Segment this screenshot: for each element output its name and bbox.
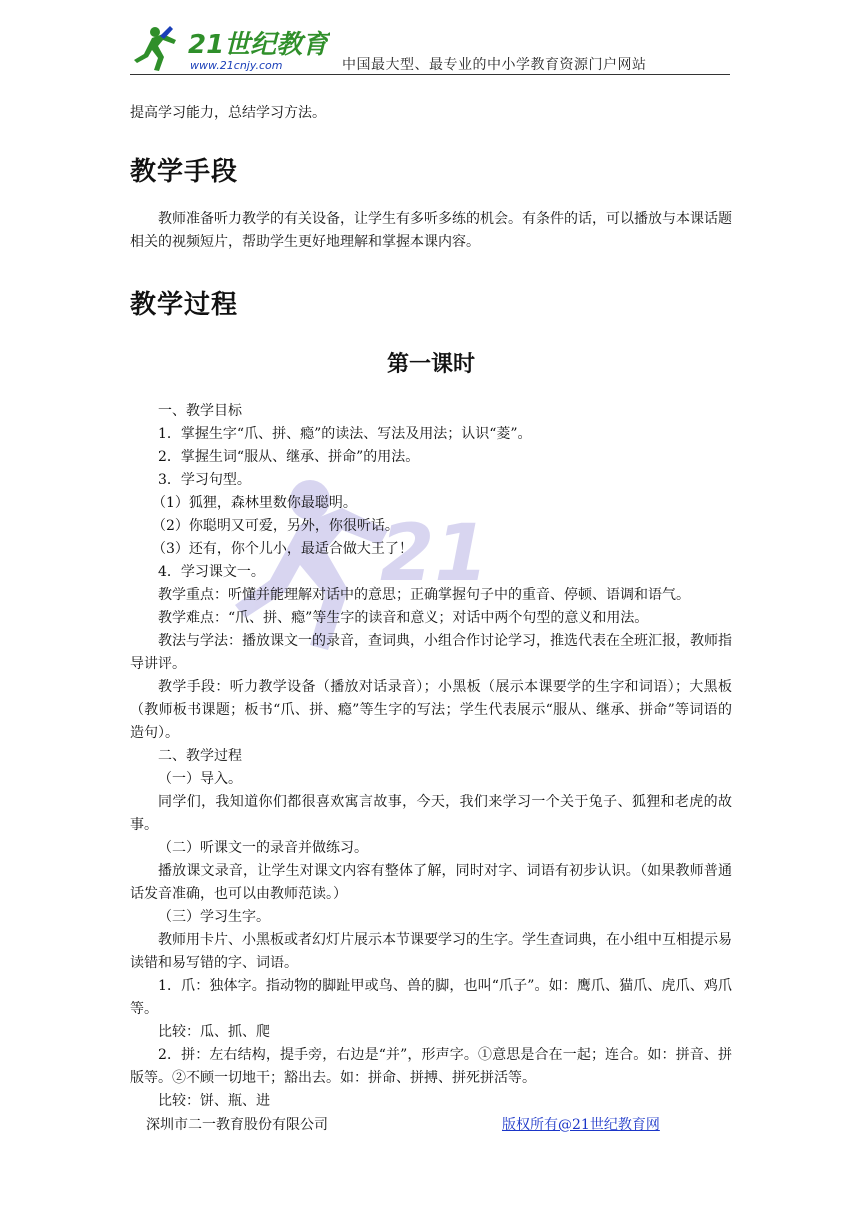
footer-company: 深圳市二一教育股份有限公司 bbox=[146, 1117, 328, 1133]
running-figure-icon bbox=[134, 26, 176, 71]
section-title-process: 教学过程 bbox=[130, 290, 239, 320]
paragraph: 教学难点：“爪、拼、瘾”等生字的读音和意义；对话中两个句型的意义和用法。 bbox=[158, 610, 649, 626]
paragraph: 教学手段：听力教学设备（播放对话录音）；小黑板（展示本课要学的生字和词语）；大黑板（教师板书课题；板书“爪、拼、瘾”等生字的写法；学生代表展示“服从、继承、拼命”等词语的造句）。 bbox=[130, 679, 732, 741]
paragraph: 2．掌握生词“服从、继承、拼命”的用法。 bbox=[158, 449, 420, 465]
paragraph: 4．学习课文一。 bbox=[158, 564, 265, 580]
paragraph: （三）学习生字。 bbox=[158, 909, 270, 925]
paragraph: 教师用卡片、小黑板或者幻灯片展示本节课要学习的生字。学生查词典，在小组中互相提示易读错和易写错的字、词语。 bbox=[130, 932, 732, 971]
paragraph: （3）还有，你个儿小，最适合做大王了！ bbox=[152, 541, 413, 557]
paragraph: 3．学习句型。 bbox=[158, 472, 251, 488]
paragraph: 教法与学法：播放课文一的录音，查词典，小组合作讨论学习，推选代表在全班汇报，教师指导讲评。 bbox=[130, 633, 732, 672]
paragraph: （2）你聪明又可爱，另外，你很听话。 bbox=[152, 518, 399, 534]
paragraph: （一）导入。 bbox=[158, 771, 242, 787]
paragraph: 同学们，我知道你们都很喜欢寓言故事，今天，我们来学习一个关于兔子、狐狸和老虎的故事。 bbox=[130, 794, 732, 833]
svg-text:21: 21 bbox=[380, 509, 489, 599]
footer-copyright-link[interactable]: 版权所有@21世纪教育网 bbox=[502, 1117, 660, 1133]
paragraph: 二、教学过程 bbox=[158, 748, 242, 764]
paragraph: 2．拼：左右结构，提手旁，右边是“并”，形声字。①意思是合在一起；连合。如：拼音、拼版等。②不顾一切地干；豁出去。如：拼命、拼搏、拼死拼活等。 bbox=[130, 1047, 732, 1086]
header-tagline: 中国最大型、最专业的中小学教育资源门户网站 bbox=[342, 57, 647, 73]
header-divider bbox=[130, 74, 730, 75]
paragraph: 播放课文录音，让学生对课文内容有整体了解，同时对字、词语有初步认识。（如果教师普通话发音准确，也可以由教师范读。） bbox=[130, 863, 732, 902]
document-body bbox=[130, 102, 732, 1113]
paragraph: 比较：瓜、抓、爬 bbox=[158, 1024, 270, 1040]
site-logo[interactable] bbox=[130, 20, 330, 74]
paragraph: 1．掌握生字“爪、拼、瘾”的读法、写法及用法；认识“菱”。 bbox=[158, 426, 532, 442]
means-paragraph: 教师准备听力教学的有关设备，让学生有多听多练的机会。有条件的话，可以播放与本课话题相关的视频短片，帮助学生更好地理解和掌握本课内容。 bbox=[130, 211, 732, 250]
logo-url: www.21cnjy.com bbox=[190, 59, 283, 72]
paragraph: 比较：饼、瓶、进 bbox=[158, 1093, 270, 1109]
lesson-title: 第一课时 bbox=[386, 352, 475, 377]
intro-paragraph: 提高学习能力，总结学习方法。 bbox=[130, 105, 326, 121]
paragraph: 1．爪：独体字。指动物的脚趾甲或鸟、兽的脚，也叫“爪子”。如：鹰爪、猫爪、虎爪、鸡爪等。 bbox=[130, 978, 732, 1017]
page-header bbox=[130, 20, 730, 76]
paragraph: 一、教学目标 bbox=[158, 403, 242, 419]
section-title-means: 教学手段 bbox=[130, 157, 239, 187]
paragraph: （1）狐狸，森林里数你最聪明。 bbox=[152, 495, 357, 511]
logo-text: 21世纪教育 bbox=[188, 30, 329, 60]
paragraph: 教学重点：听懂并能理解对话中的意思；正确掌握句子中的重音、停顿、语调和语气。 bbox=[158, 587, 690, 603]
paragraph: （二）听课文一的录音并做练习。 bbox=[158, 840, 368, 856]
